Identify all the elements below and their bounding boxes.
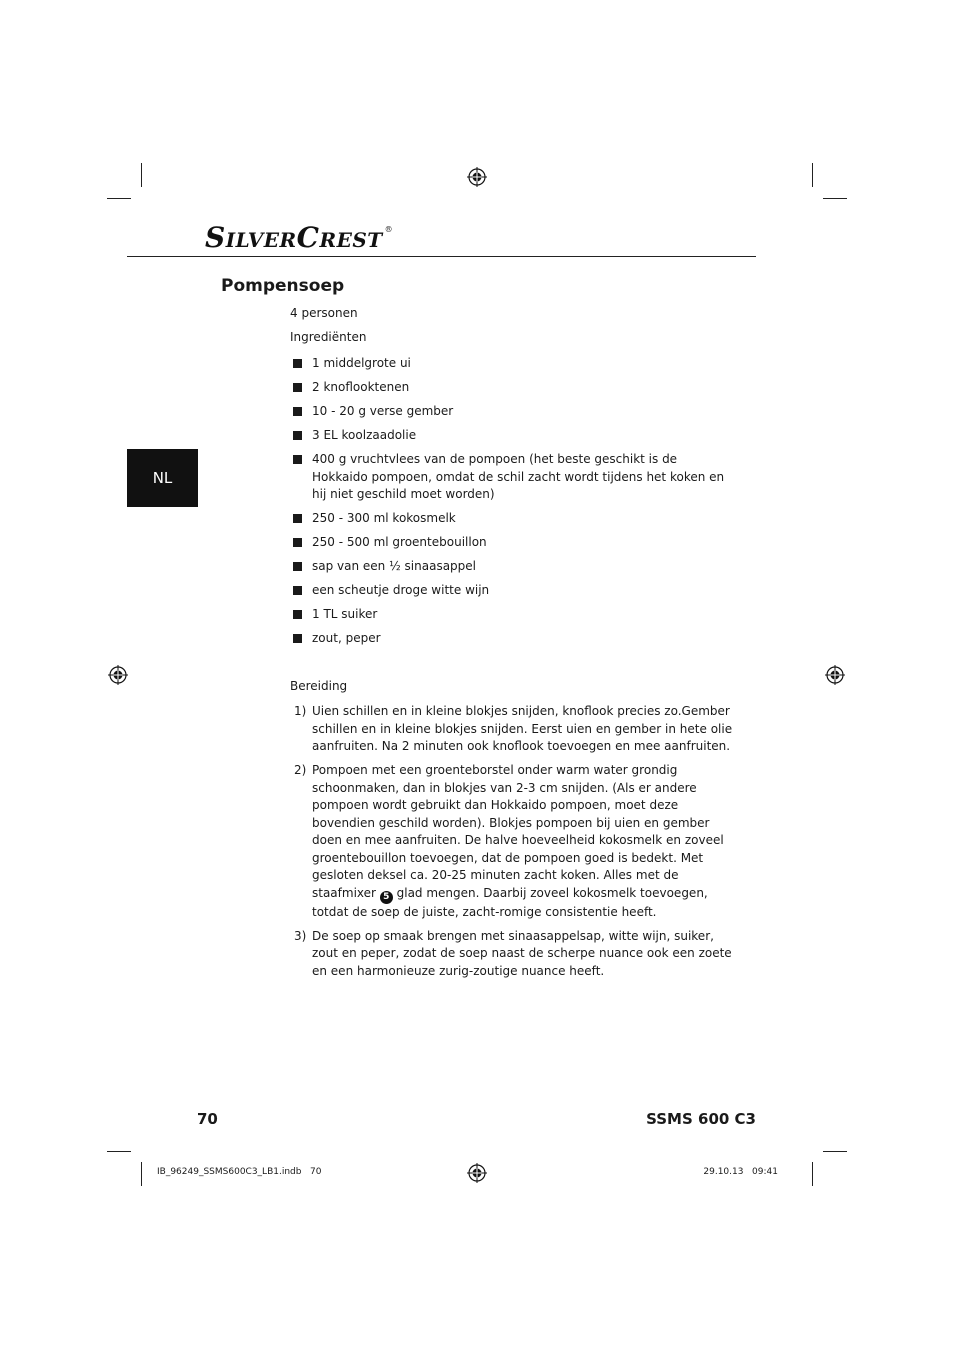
list-item: 3 EL koolzaadolie [290, 427, 730, 445]
crop-mark [812, 1162, 813, 1186]
step-item: 2) Pompoen met een groenteborstel onder warm water grondig schoonmaken, dan in blokjes van 2-3 cm snijden. (Als er andere pompoen wordt gebruikt dan Hokkaido pompoen, moet deze bovendien geschild worden). Blokjes pompoen bij uien en gember doen en mee aanfruiten. De halve hoeveelheid kokosmelk en zoveel groentebouillon toevoegen, dat de pompoen goed is bedekt. Met gesloten deksel ca. 20-25 minuten zacht koken. Alles met de staafmixer 5 glad mengen. Daarbij zoveel kokosmelk toevoegen, totdat de soep de juiste, zacht-romige consistentie heeft. [294, 763, 724, 919]
crop-mark [141, 1162, 142, 1186]
callout-number-icon: 5 [380, 891, 393, 904]
list-item: 1 TL suiker [290, 606, 730, 624]
list-item: 2 knoflooktenen [290, 379, 730, 397]
square-bullet-icon [293, 455, 302, 464]
square-bullet-icon [293, 610, 302, 619]
preparation-steps [290, 703, 735, 987]
square-bullet-icon [293, 431, 302, 440]
page-title: Pompensoep [221, 276, 345, 296]
list-item: sap van een ½ sinaasappel [290, 558, 730, 576]
list-item: 400 g vruchtvlees van de pompoen (het beste geschikt is de Hokkaido pompoen, omdat de schil zacht wordt tijdens het koken en hij niet geschild moet worden) [290, 451, 730, 504]
square-bullet-icon [293, 383, 302, 392]
step-item: 3) De soep op smaak brengen met sinaasappelsap, witte wijn, suiker, zout en peper, zodat de soep naast de scherpe nuance ook een zoete en een harmonieuze zurig-zoutige nuance heeft. [294, 928, 732, 978]
ingredients-heading: Ingrediënten [290, 330, 367, 344]
language-tab: NL [127, 449, 198, 507]
square-bullet-icon [293, 538, 302, 547]
preparation-heading: Bereiding [290, 679, 348, 693]
step-item: 1) Uien schillen en in kleine blokjes snijden, knoflook precies zo.Gember schillen en in kleine blokjes snijden. Eerst uien en gember in hete olie aanfruiten. Na 2 minuten ook knoflook toevoegen en mee aanfruiten. [294, 704, 733, 753]
servings: 4 personen [290, 306, 358, 320]
crop-mark [141, 163, 142, 187]
list-item: een scheutje droge witte wijn [290, 582, 730, 600]
registration-mark-icon [467, 1163, 487, 1183]
square-bullet-icon [293, 514, 302, 523]
crop-mark [107, 1151, 131, 1152]
list-item: 250 - 300 ml kokosmelk [290, 510, 730, 528]
model-number: SSMS 600 C3 [646, 1110, 756, 1128]
header-rule [127, 256, 756, 257]
square-bullet-icon [293, 562, 302, 571]
page-number: 70 [197, 1110, 218, 1128]
list-item: 250 - 500 ml groentebouillon [290, 534, 730, 552]
registration-mark-icon [108, 665, 128, 685]
print-slug-date: 29.10.13 09:41 [703, 1167, 778, 1177]
crop-mark [812, 163, 813, 187]
list-item: 10 - 20 g verse gember [290, 403, 730, 421]
crop-mark [823, 1151, 847, 1152]
list-item: zout, peper [290, 630, 730, 648]
crop-mark [107, 198, 131, 199]
square-bullet-icon [293, 586, 302, 595]
registration-mark-icon [467, 167, 487, 187]
square-bullet-icon [293, 634, 302, 643]
brand-logo: SILVERCREST ® [205, 221, 394, 254]
square-bullet-icon [293, 407, 302, 416]
square-bullet-icon [293, 359, 302, 368]
print-slug-file: IB_96249_SSMS600C3_LB1.indb 70 [157, 1167, 322, 1177]
ingredients-list [290, 355, 730, 654]
crop-mark [823, 198, 847, 199]
registration-mark-icon [825, 665, 845, 685]
list-item: 1 middelgrote ui [290, 355, 730, 373]
